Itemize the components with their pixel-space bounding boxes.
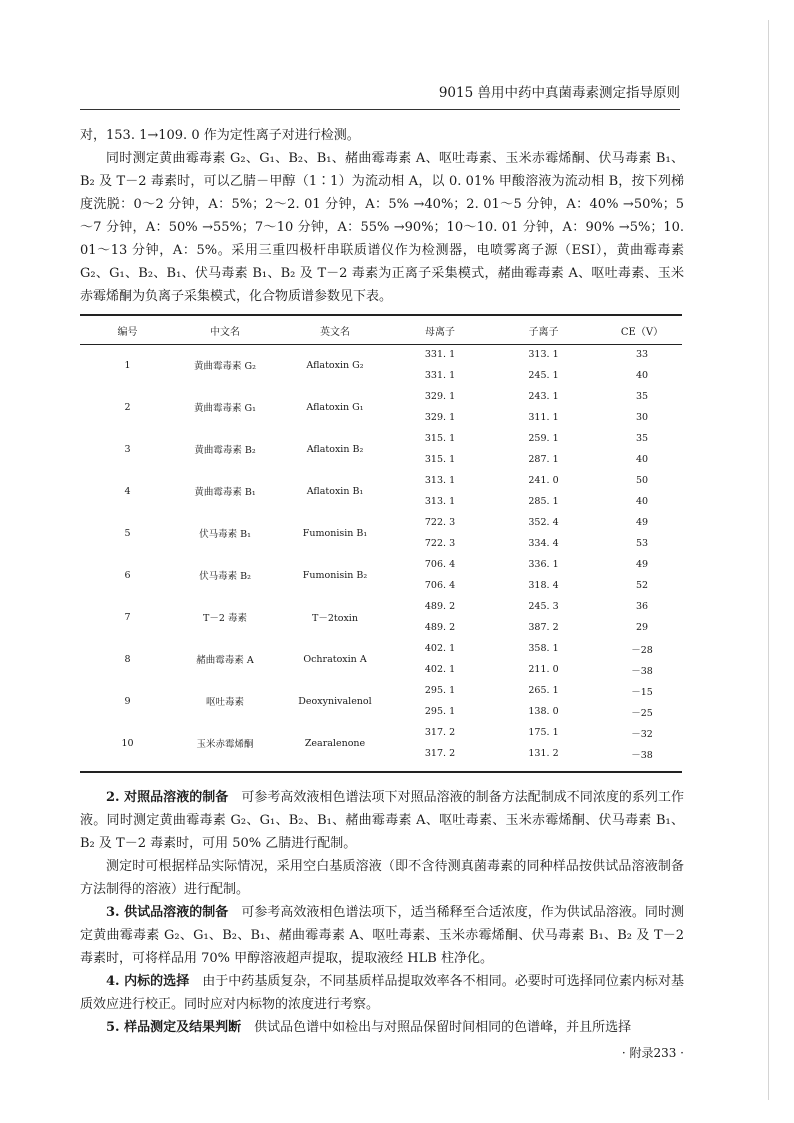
cell-product-ion: 259. 1 <box>528 433 559 444</box>
cell-chinese-name: 黄曲霉毒素 G₂ <box>194 361 256 372</box>
table-row <box>80 386 682 407</box>
mass-spec-table <box>80 316 682 764</box>
cell-ce: 53 <box>635 538 649 549</box>
cell-parent-ion: 706. 4 <box>424 559 456 570</box>
cell-chinese-name: 玉米赤霉烯酮 <box>196 739 254 750</box>
table-row <box>80 722 682 743</box>
cell-product-ion: 334. 4 <box>528 538 559 549</box>
cell-parent-ion: 313. 1 <box>424 475 456 486</box>
cell-chinese-name: 呕吐毒素 <box>205 697 244 708</box>
cell-product-ion: 387. 2 <box>528 622 559 633</box>
intro-line: 对，153. 1→109. 0 作为定性离子对进行检测。 <box>80 128 360 143</box>
cell-ce: 30 <box>635 412 649 423</box>
cell-english-name: Fumonisin B₁ <box>302 527 368 539</box>
running-header: 9015 兽用中药中真菌毒素测定指导原则 <box>438 85 680 101</box>
table-row <box>80 512 682 533</box>
cell-ce: －38 <box>631 749 653 761</box>
section-2-paragraph <box>80 786 684 855</box>
cell-product-ion: 311. 1 <box>528 412 559 423</box>
col-header-parent-ion: 母离子 <box>425 326 455 338</box>
section-3-paragraph <box>80 901 684 970</box>
section-2-text: 可参考高效液相色谱法项下对照品溶液的制备方法配制成不同浓度的系列工作液。同时测定黄曲霉毒素 G₂、G₁、B₂、B₁、赭曲霉毒素 A、呕吐毒素、玉米赤霉烯酮、伏马毒素 B₁、B₂ 及 T－2 毒素时，可用 50% 乙腈进行配制。 <box>80 790 684 851</box>
cell-product-ion: 358. 1 <box>528 643 559 654</box>
table-row <box>80 554 682 575</box>
cell-number: 9 <box>124 695 131 707</box>
cell-number: 6 <box>124 569 131 581</box>
section-2-note-text: 测定时可根据样品实际情况，采用空白基质溶液（即不含待测真菌毒素的同种样品按供试品溶液制备方法制得的溶液）进行配制。 <box>80 859 684 897</box>
table-row <box>80 638 682 659</box>
cell-product-ion: 138. 0 <box>528 706 559 717</box>
col-header-product-ion: 子离子 <box>528 326 559 338</box>
col-header-ce: CE（V） <box>620 326 664 338</box>
cell-ce: 33 <box>635 349 649 360</box>
header-rule <box>80 109 680 110</box>
table-row <box>80 596 682 617</box>
cell-parent-ion: 402. 1 <box>424 643 456 654</box>
section-5-heading: 5. 样品测定及结果判断 <box>106 1020 242 1035</box>
cell-english-name: Aflatoxin B₁ <box>306 485 364 497</box>
cell-ce: 49 <box>635 559 649 570</box>
section-2-note-paragraph <box>80 855 684 901</box>
cell-parent-ion: 295. 1 <box>424 706 456 717</box>
cell-product-ion: 336. 1 <box>528 559 559 570</box>
cell-chinese-name: 黄曲霉毒素 B₂ <box>194 445 256 456</box>
cell-chinese-name: 赭曲霉毒素 A <box>196 655 254 666</box>
cell-product-ion: 131. 2 <box>528 748 559 759</box>
cell-chinese-name: 伏马毒素 B₁ <box>199 529 251 540</box>
section-5-paragraph <box>80 1016 684 1039</box>
cell-english-name: Ochratoxin A <box>303 653 367 665</box>
cell-chinese-name: 黄曲霉毒素 G₁ <box>194 403 256 414</box>
cell-number: 4 <box>124 485 131 497</box>
cell-ce: －15 <box>631 686 653 698</box>
cell-ce: －32 <box>631 728 653 740</box>
cell-parent-ion: 489. 2 <box>424 601 456 612</box>
cell-ce: 50 <box>635 475 649 486</box>
col-header-chinese-name: 中文名 <box>210 326 240 338</box>
cell-english-name: Deoxynivalenol <box>298 695 372 707</box>
cell-parent-ion: 402. 1 <box>424 664 456 675</box>
table-row <box>80 680 682 701</box>
section-2-heading: 2. 对照品溶液的制备 <box>106 790 229 805</box>
table-row <box>80 428 682 449</box>
cell-ce: －25 <box>631 707 653 719</box>
cell-number: 8 <box>124 653 131 665</box>
intro-paragraph: 同时测定黄曲霉毒素 G₂、G₁、B₂、B₁、赭曲霉毒素 A、呕吐毒素、玉米赤霉烯酮、伏马毒素 B₁、B₂ 及 T－2 毒素时，可以乙腈－甲醇（1∶1）为流动相 A，以 0. 01% 甲酸溶液为流动相 B，按下列梯度洗脱：0～2 分钟，A：5%；2～2. 01 分钟，A：5% →40%；2. 01～5 分钟，A：40% →50%；5～7 分钟，A：50% →55%；7～10 分钟，A：55% →90%；10～10. 01 分钟，A：90% →5%；10. 01～13 分钟，A：5%。采用三重四极杆串联质谱仪作为检测器，电喷雾离子源（ESI），黄曲霉毒素 G₂、G₁、B₂、B₁、伏马毒素 B₁、B₂ 及 T－2 毒素为正离子采集模式，赭曲霉毒素 A、呕吐毒素、玉米赤霉烯酮为负离子采集模式，化合物质谱参数见下表。 <box>80 151 685 304</box>
section-3-text: 可参考高效液相色谱法项下，适当稀释至合适浓度，作为供试品溶液。同时测定黄曲霉毒素 G₂、G₁、B₂、B₁、赭曲霉毒素 A、呕吐毒素、玉米赤霉烯酮、伏马毒素 B₁、B₂ 及 T－2 毒素时，可将样品用 70% 甲醇溶液超声提取，提取液经 HLB 柱净化。 <box>80 905 684 966</box>
col-header-english-name: 英文名 <box>320 326 350 338</box>
cell-ce: 49 <box>635 517 649 528</box>
cell-ce: 40 <box>635 454 649 465</box>
page-edge-line <box>768 20 769 1100</box>
cell-product-ion: 352. 4 <box>528 517 559 528</box>
cell-number: 5 <box>124 527 131 539</box>
page-number: · 附录233 · <box>621 1046 684 1060</box>
cell-product-ion: 285. 1 <box>528 496 559 507</box>
cell-product-ion: 241. 0 <box>528 475 559 486</box>
section-3-heading: 3. 供试品溶液的制备 <box>106 905 229 920</box>
table-row <box>80 344 682 365</box>
cell-number: 10 <box>121 737 134 749</box>
table-bottom-rule <box>80 771 682 773</box>
cell-parent-ion: 331. 1 <box>424 370 456 381</box>
cell-ce: －28 <box>631 644 653 656</box>
cell-chinese-name: T－2 毒素 <box>203 613 247 624</box>
cell-number: 1 <box>124 359 131 371</box>
cell-parent-ion: 706. 4 <box>424 580 456 591</box>
cell-parent-ion: 315. 1 <box>424 433 456 444</box>
cell-number: 3 <box>124 443 131 455</box>
cell-product-ion: 175. 1 <box>528 727 559 738</box>
cell-english-name: Fumonisin B₂ <box>302 569 368 581</box>
cell-ce: 52 <box>635 580 649 591</box>
cell-english-name: Zearalenone <box>304 737 366 749</box>
cell-parent-ion: 329. 1 <box>424 412 456 423</box>
cell-english-name: Aflatoxin G₁ <box>306 401 364 413</box>
cell-parent-ion: 313. 1 <box>424 496 456 507</box>
cell-number: 2 <box>124 401 131 413</box>
section-4-text: 由于中药基质复杂，不同基质样品提取效率各不相同。必要时可选择同位素内标对基质效应进行校正。同时应对内标物的浓度进行考察。 <box>80 974 684 1012</box>
cell-product-ion: 243. 1 <box>528 391 559 402</box>
section-4-heading: 4. 内标的选择 <box>106 974 190 989</box>
cell-english-name: T－2toxin <box>312 613 358 624</box>
cell-parent-ion: 331. 1 <box>424 349 456 360</box>
section-4-paragraph <box>80 970 684 1016</box>
cell-parent-ion: 295. 1 <box>424 685 456 696</box>
cell-parent-ion: 329. 1 <box>424 391 456 402</box>
cell-parent-ion: 317. 2 <box>424 748 456 759</box>
sections-text <box>80 786 684 1039</box>
cell-product-ion: 245. 1 <box>528 370 559 381</box>
cell-product-ion: 318. 4 <box>528 580 559 591</box>
cell-product-ion: 287. 1 <box>528 454 559 465</box>
cell-ce: 40 <box>635 496 649 507</box>
cell-product-ion: 245. 3 <box>528 601 559 612</box>
cell-ce: 29 <box>635 622 649 633</box>
cell-parent-ion: 315. 1 <box>424 454 456 465</box>
section-5-text: 供试品色谱中如检出与对照品保留时间相同的色谱峰，并且所选择 <box>254 1020 632 1035</box>
cell-product-ion: 211. 0 <box>528 664 559 675</box>
cell-ce: 40 <box>635 370 649 381</box>
cell-parent-ion: 722. 3 <box>424 538 456 549</box>
cell-english-name: Aflatoxin G₂ <box>306 359 364 371</box>
table-row <box>80 470 682 491</box>
cell-ce: 35 <box>635 433 649 444</box>
cell-product-ion: 313. 1 <box>528 349 559 360</box>
cell-parent-ion: 722. 3 <box>424 517 456 528</box>
col-header-number: 编号 <box>117 326 138 338</box>
cell-english-name: Aflatoxin B₂ <box>306 443 364 455</box>
intro-text <box>80 124 684 308</box>
cell-ce: 35 <box>635 391 649 402</box>
cell-parent-ion: 317. 2 <box>424 727 456 738</box>
cell-ce: －38 <box>631 665 653 677</box>
cell-chinese-name: 伏马毒素 B₂ <box>199 571 251 582</box>
cell-parent-ion: 489. 2 <box>424 622 456 633</box>
cell-ce: 36 <box>635 601 649 612</box>
cell-product-ion: 265. 1 <box>528 685 559 696</box>
table-header-row <box>80 316 682 344</box>
cell-chinese-name: 黄曲霉毒素 B₁ <box>194 487 256 498</box>
cell-number: 7 <box>124 611 131 623</box>
